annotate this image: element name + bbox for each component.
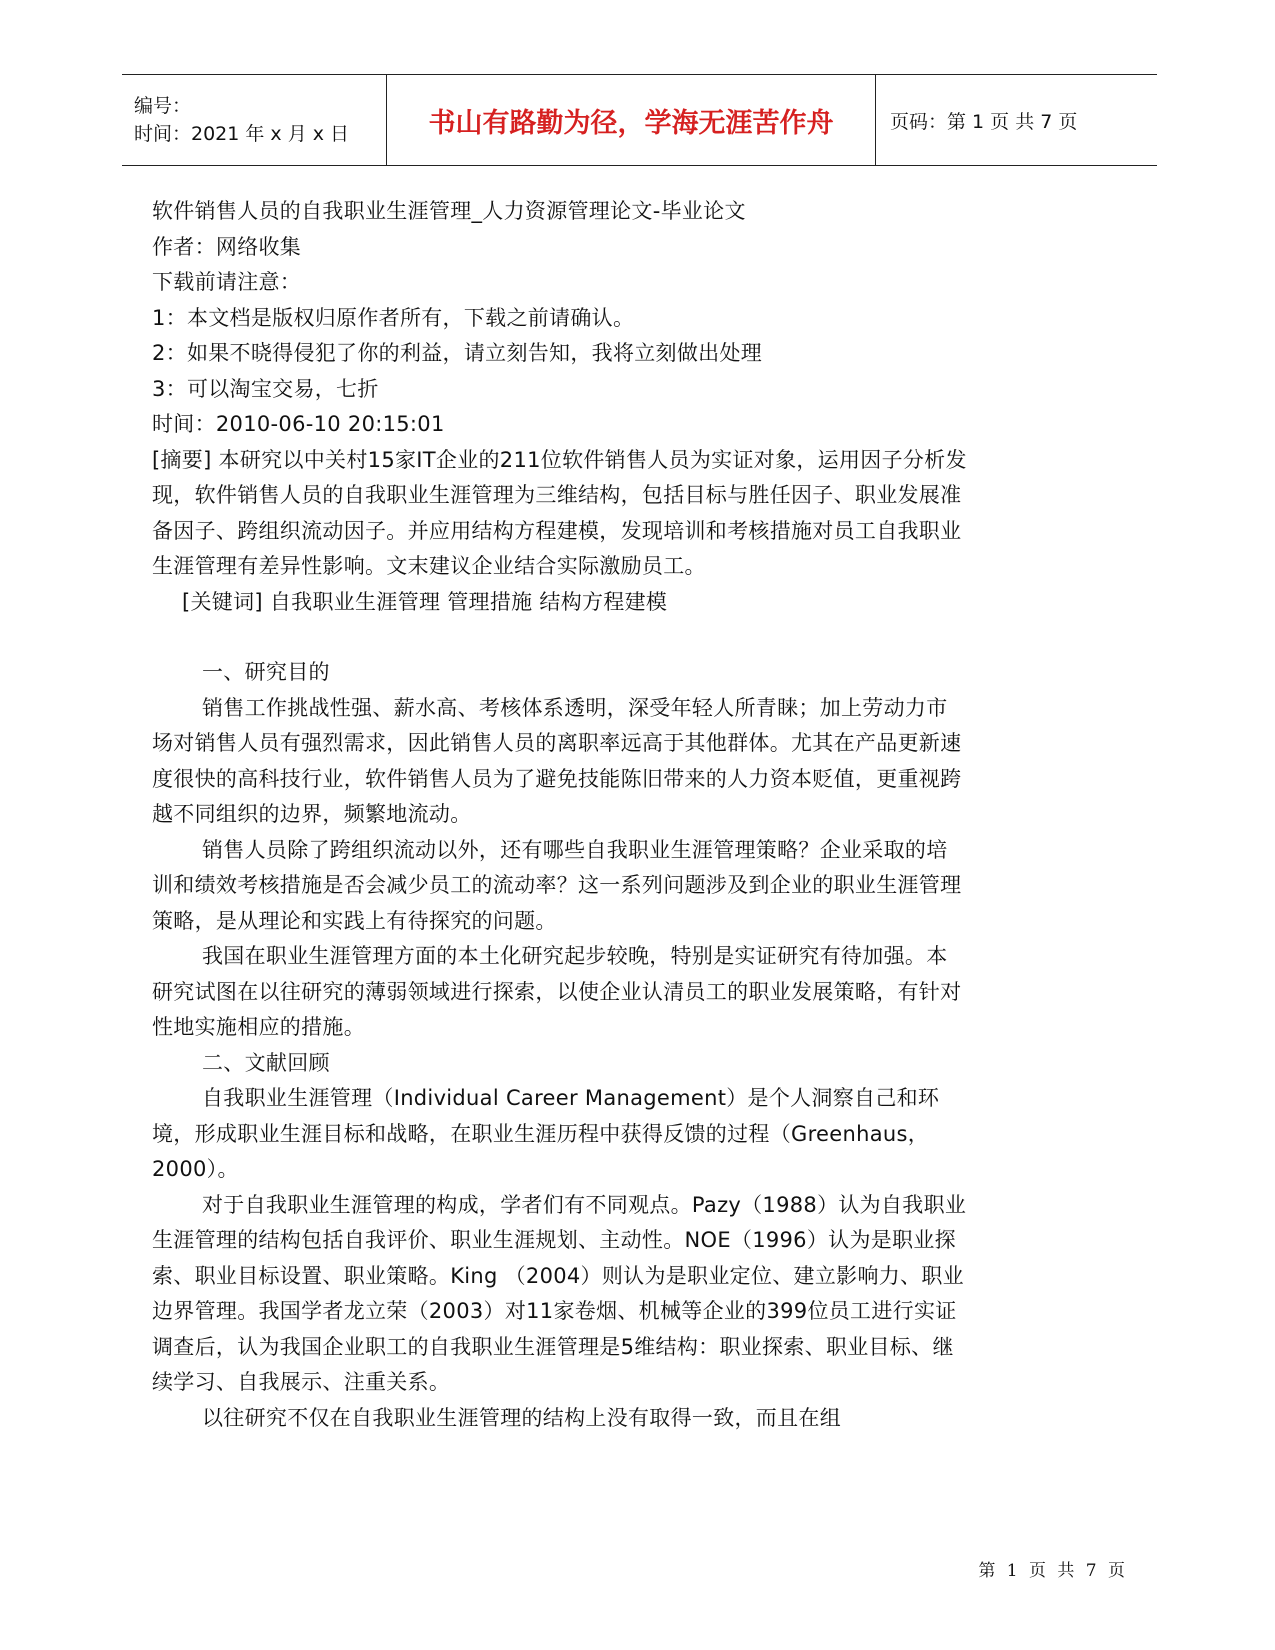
document-time: 时间：2010-06-10 20:15:01 xyxy=(152,412,445,436)
header-motto: 书山有路勤为径，学海无涯苦作舟 xyxy=(428,107,834,139)
header-page-cell xyxy=(876,75,1157,165)
document-body xyxy=(152,194,967,1436)
document-title: 软件销售人员的自我职业生涯管理_人力资源管理论文-毕业论文 xyxy=(152,199,746,223)
document-author: 作者：网络收集 xyxy=(152,234,302,259)
header-number-label: 编号： xyxy=(134,95,192,117)
header-motto-cell xyxy=(386,75,876,165)
notice-title: 下载前请注意： xyxy=(152,270,302,294)
section-1-paragraph-1: 销售工作挑战性强、薪水高、考核体系透明，深受年轻人所青睐；加上劳动力市场对销售人员有强烈需求，因此销售人员的离职率远高于其他群体。尤其在产品更新速度很快的高科技行业，软件销售人员为了避免技能陈旧带来的人力资本贬值，更重视跨越不同组织的边界，频繁地流动。 xyxy=(152,695,962,826)
keywords-line: [关键词] 自我职业生涯管理 管理措施 结构方程建模 xyxy=(182,589,668,614)
blank-line xyxy=(152,620,967,655)
notice-item-3: 3：可以淘宝交易，七折 xyxy=(152,376,379,401)
header-time-label: 时间：2021 年 x 月 x 日 xyxy=(134,123,350,145)
section-1-heading: 一、研究目的 xyxy=(202,660,330,684)
header-page-label: 页码：第 1 页 共 7 页 xyxy=(890,110,1078,133)
notice-item-2: 2：如果不晓得侵犯了你的利益，请立刻告知，我将立刻做出处理 xyxy=(152,341,763,365)
section-2-paragraph-2: 对于自我职业生涯管理的构成，学者们有不同观点。Pazy（1988）认为自我职业生涯管理的结构包括自我评价、职业生涯规划、主动性。NOE（1996）认为是职业探索、职业目标设置、职业策略。King （2004）则认为是职业定位、建立影响力、职业边界管理。我国学者龙立荣（2003）对11家卷烟、机械等企业的399位员工进行实证调查后，认为我国企业职工的自我职业生涯管理是5维结构：职业探索、职业目标、继续学习、自我展示、注重关系。 xyxy=(152,1192,967,1394)
section-1-paragraph-2: 销售人员除了跨组织流动以外，还有哪些自我职业生涯管理策略？企业采取的培训和绩效考核措施是否会减少员工的流动率？这一系列问题涉及到企业的职业生涯管理策略，是从理论和实践上有待探究的问题。 xyxy=(152,837,962,933)
abstract-paragraph: [摘要] 本研究以中关村15家IT企业的211位软件销售人员为实证对象，运用因子分析发现，软件销售人员的自我职业生涯管理为三维结构，包括目标与胜任因子、职业发展准备因子、跨组织流动因子。并应用结构方程建模，发现培训和考核措施对员工自我职业生涯管理有差异性影响。文末建议企业结合实际激励员工。 xyxy=(152,447,967,578)
section-1-paragraph-3: 我国在职业生涯管理方面的本土化研究起步较晚，特别是实证研究有待加强。本研究试图在以往研究的薄弱领域进行探索，以使企业认清员工的职业发展策略，有针对性地实施相应的措施。 xyxy=(152,944,962,1039)
section-2-heading: 二、文献回顾 xyxy=(202,1050,330,1075)
notice-item-1: 1：本文档是版权归原作者所有，下载之前请确认。 xyxy=(152,305,635,330)
section-2-paragraph-1: 自我职业生涯管理（Individual Career Management）是个人洞察自己和环境，形成职业生涯目标和战略，在职业生涯历程中获得反馈的过程（Greenhaus，2000）。 xyxy=(152,1086,940,1181)
page-footer: 第 1 页 共 7 页 xyxy=(978,1561,1128,1581)
section-2-paragraph-3: 以往研究不仅在自我职业生涯管理的结构上没有取得一致，而且在组 xyxy=(202,1405,841,1430)
document-header xyxy=(122,74,1157,166)
header-meta xyxy=(122,75,386,165)
